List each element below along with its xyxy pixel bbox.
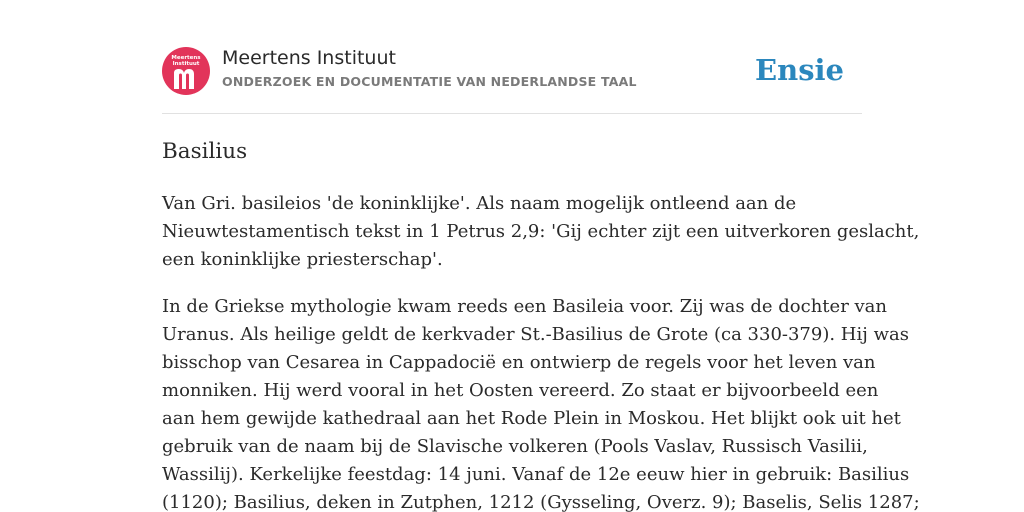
text-line: In de Griekse mythologie kwam reeds een Basileia voor. Zij was de dochter van — [162, 296, 888, 317]
article-paragraph-1 — [162, 190, 920, 274]
text-line: Uranus. Als heilige geldt de kerkvader St.-Basilius de Grote (ca 330-379). Hij was — [162, 324, 909, 345]
text-line: Nieuwtestamentisch tekst in 1 Petrus 2,9: 'Gij echter zijt een uitverkoren geslacht, — [162, 221, 920, 242]
text-line: Wassilij). Kerkelijke feestdag: 14 juni. Vanaf de 12e eeuw hier in gebruik: Basilius — [162, 464, 910, 485]
header-divider — [162, 113, 862, 114]
ensie-brand-logo[interactable]: Ensie — [755, 53, 844, 87]
text-line: (1120); Basilius, deken in Zutphen, 1212 (Gysseling, Overz. 9); Baselis, Selis 1287; — [162, 492, 920, 512]
article-body — [162, 190, 920, 512]
text-line: monniken. Hij werd vooral in het Oosten vereerd. Zo staat er bijvoorbeeld een — [162, 380, 879, 401]
meertens-m-logo-icon — [172, 67, 200, 89]
org-name[interactable]: Meertens Instituut — [222, 47, 396, 69]
text-line: een koninklijke priesterschap'. — [162, 249, 443, 270]
text-line: aan hem gewijde kathedraal aan het Rode Plein in Moskou. Het blijkt ook uit het — [162, 408, 901, 429]
text-line: Van Gri. basileios 'de koninklijke'. Als naam mogelijk ontleend aan de — [162, 193, 797, 214]
meertens-logo[interactable] — [162, 47, 210, 95]
site-header — [162, 46, 862, 96]
article-title: Basilius — [162, 139, 248, 164]
text-line: bisschop van Cesarea in Cappadocië en ontwierp de regels voor het leven van — [162, 352, 876, 373]
text-line: gebruik van de naam bij de Slavische volkeren (Pools Vaslav, Russisch Vasilii, — [162, 436, 868, 457]
logo-text-line1: Meertens — [171, 55, 201, 61]
article-paragraph-2 — [162, 293, 920, 512]
org-subtitle: ONDERZOEK EN DOCUMENTATIE VAN NEDERLANDSE TAAL — [222, 74, 637, 89]
logo-text-line2: Instituut — [172, 61, 200, 67]
